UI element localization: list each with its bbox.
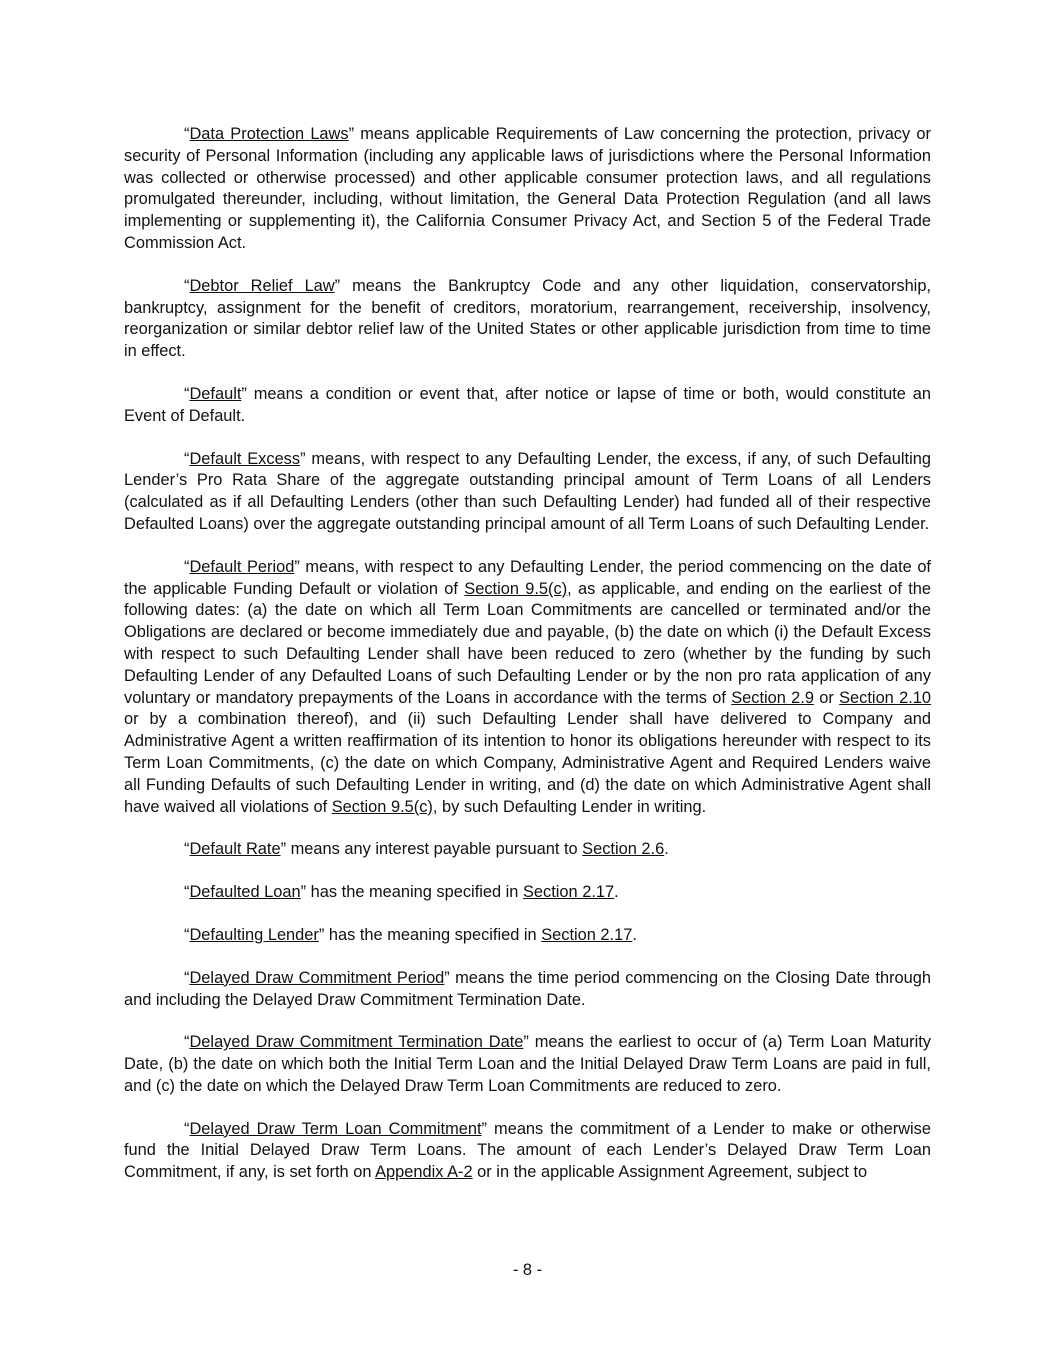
open-quote: “ xyxy=(184,449,190,468)
definition-text: means the earliest to occur of (a) Term Loan Maturity Date, (b) the date on which both the Initial Term Loan and the Initial Delayed Draw Term Loans are paid in full, and (c) the date on which the Delayed Draw Term Loan Commitments are reduced to zero. xyxy=(124,1033,931,1095)
definition-text: , by such Defaulting Lender in writing. xyxy=(432,797,707,816)
definition-text: . xyxy=(664,840,669,859)
definition-text: . xyxy=(614,883,619,902)
definition-text: means the Bankruptcy Code and any other liquidation, conservatorship, bankruptcy, assignment for the benefit of creditors, moratorium, rearrangement, receivership, insolvency, reorganization or similar debtor relief law of the United States or other applicable jurisdiction from time to time in effect. xyxy=(124,276,931,361)
definition-debtor-relief-law xyxy=(124,276,931,363)
open-quote: “ xyxy=(184,840,190,859)
definition-text: has the meaning specified in xyxy=(324,925,542,944)
open-quote: “ xyxy=(184,125,190,143)
section-reference: Section 9.5(c) xyxy=(464,579,568,598)
defined-term: Default Period xyxy=(189,557,295,576)
defined-term: Default Rate xyxy=(189,840,281,859)
definition-text: means a condition or event that, after notice or lapse of time or both, would constitute an Event of Default. xyxy=(124,384,931,425)
open-quote: “ xyxy=(184,557,190,576)
section-reference: Section 2.10 xyxy=(839,688,931,707)
close-quote: ” xyxy=(300,449,306,468)
defined-term: Delayed Draw Commitment Period xyxy=(189,968,445,987)
close-quote: ” xyxy=(294,557,300,576)
defined-term: Default xyxy=(189,384,242,403)
section-reference: Section 2.6 xyxy=(582,840,665,859)
section-reference: Section 2.17 xyxy=(522,883,615,902)
definition-text: or by a combination thereof), and (ii) such Defaulting Lender shall have delivered to Company and Administrative Agent a written reaffirmation of its intention to honor its obligations hereunder with respect to its Term Loan Commitments, (c) the date on which Company, Administrative Agent and Required Lenders waive all Funding Defaults of such Defaulting Lender in writing, and (d) the date on which Administrative Agent shall have waived all violations of xyxy=(124,710,931,816)
open-quote: “ xyxy=(184,1119,190,1138)
defined-term: Data Protection Laws xyxy=(189,125,349,143)
open-quote: “ xyxy=(184,1033,190,1052)
definition-defaulted-loan xyxy=(124,882,931,904)
defined-term: Defaulted Loan xyxy=(189,883,301,902)
close-quote: ” xyxy=(318,925,325,944)
close-quote: ” xyxy=(334,276,341,295)
definition-default xyxy=(124,384,931,428)
close-quote: ” xyxy=(348,125,355,143)
defined-term: Debtor Relief Law xyxy=(189,276,335,295)
definition-default-period xyxy=(124,557,931,819)
document-page xyxy=(124,124,931,1205)
definition-text: has the meaning specified in xyxy=(306,883,523,902)
defined-term: Delayed Draw Commitment Termination Date xyxy=(189,1033,524,1052)
definition-delayed-draw-commitment-period xyxy=(124,968,931,1012)
definition-text: or in the applicable Assignment Agreement, subject to xyxy=(472,1163,868,1182)
definition-text: means, with respect to any Defaulting Lender, the period commencing on the date of the applicable Funding Default or violation of xyxy=(124,557,931,598)
defined-term: Defaulting Lender xyxy=(189,925,319,944)
definition-default-excess xyxy=(124,449,931,536)
defined-term: Delayed Draw Term Loan Commitment xyxy=(189,1119,482,1138)
open-quote: “ xyxy=(184,384,190,403)
open-quote: “ xyxy=(184,883,190,902)
definition-text: means, with respect to any Defaulting Lender, the excess, if any, of such Defaulting Lender’s Pro Rata Share of the aggregate outstanding principal amount of Term Loans of all Lenders (calculated as if all Defaulting Lenders (other than such Defaulting Lender) had funded all of their respective Defaulted Loans) over the aggregate outstanding principal amount of all Term Loans of such Defaulting Lender. xyxy=(124,449,931,533)
close-quote: ” xyxy=(300,883,307,902)
open-quote: “ xyxy=(184,968,190,987)
open-quote: “ xyxy=(184,925,190,944)
section-reference: Section 2.9 xyxy=(731,688,814,707)
open-quote: “ xyxy=(184,276,190,295)
close-quote: ” xyxy=(280,840,287,859)
definition-text: means the time period commencing on the Closing Date through and including the Delayed Draw Commitment Termination Date. xyxy=(124,968,931,1009)
section-reference: Section 9.5(c) xyxy=(331,797,433,816)
definition-delayed-draw-term-loan-commitment xyxy=(124,1119,931,1184)
definition-text: means applicable Requirements of Law concerning the protection, privacy or security of Personal Information (including any applicable laws of jurisdictions where the Personal Information was collected or otherwise processed) and other applicable consumer protection laws, and all regulations promulgated thereunder, including, without limitation, the General Data Protection Regulation (and all laws implementing or supplementing it), the California Consumer Privacy Act, and Section 5 of the Federal Trade Commission Act. xyxy=(124,125,931,252)
close-quote: ” xyxy=(481,1119,487,1138)
definition-text: means any interest payable pursuant to xyxy=(286,840,583,859)
definition-text: , as applicable, and ending on the earliest of the following dates: (a) the date on which all Term Loan Commitments are cancelled or terminated and/or the Obligations are declared or become immediately due and payable, (b) the date on which (i) the Default Excess with respect to such Defaulting Lender shall have been reduced to zero (whether by the funding by such Defaulting Lender of any Defaulted Loans of such Defaulting Lender or by the non pro rata application of any voluntary or mandatory prepayments of the Loans in accordance with the terms of xyxy=(124,579,931,707)
close-quote: ” xyxy=(444,968,450,987)
definition-text: or xyxy=(813,688,840,707)
definition-delayed-draw-commitment-termination-date xyxy=(124,1032,931,1097)
definition-default-rate xyxy=(124,839,931,861)
definition-data-protection-laws xyxy=(124,124,931,255)
close-quote: ” xyxy=(523,1033,529,1052)
close-quote: ” xyxy=(241,384,247,403)
section-reference: Section 2.17 xyxy=(541,925,633,944)
definition-defaulting-lender xyxy=(124,925,931,947)
definition-text: . xyxy=(632,925,637,944)
defined-term: Default Excess xyxy=(189,449,301,468)
definition-text: means the commitment of a Lender to make or otherwise fund the Initial Delayed Draw Term Loans. The amount of each Lender’s Delayed Draw Term Loan Commitment, if any, is set forth on xyxy=(124,1119,931,1182)
appendix-reference: Appendix A-2 xyxy=(375,1163,473,1182)
page-number: - 8 - xyxy=(512,1261,543,1279)
